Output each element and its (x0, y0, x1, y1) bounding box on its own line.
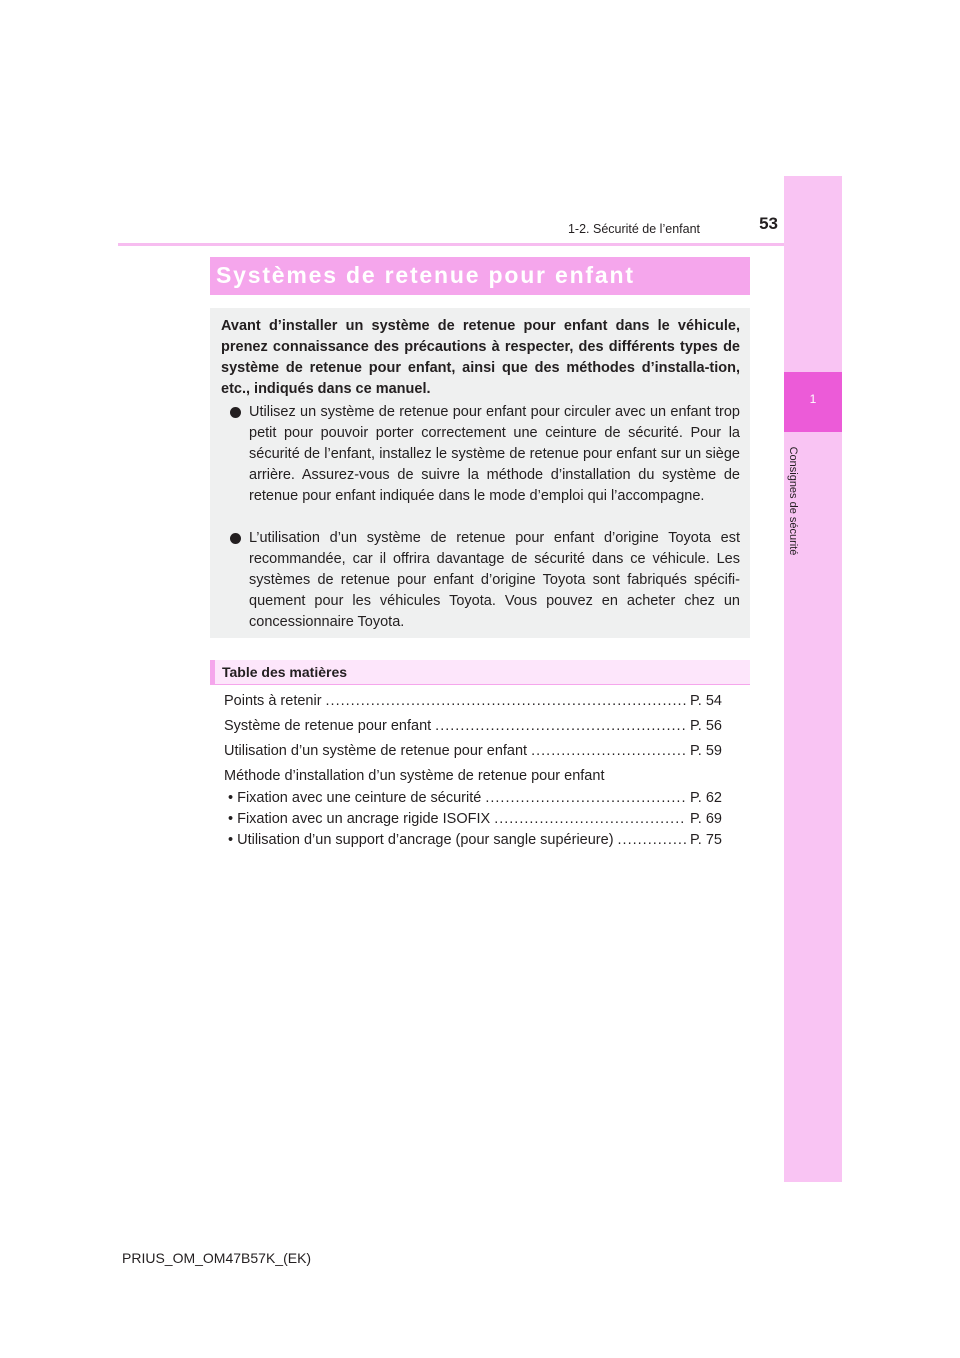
toc-entry[interactable] (224, 716, 722, 736)
toc-entry-page[interactable]: P. 69 (690, 811, 722, 827)
toc-entry-label: • Fixation avec un ancrage rigide ISOFIX (228, 811, 491, 827)
intro-bullet (230, 528, 740, 633)
toc-entry-label: Points à retenir (224, 693, 322, 709)
toc-leader-dots (494, 809, 686, 829)
toc-leader-dots (618, 830, 686, 850)
bullet-text: L’utilisation d’un système de retenue pour enfant d’origine Toyota est recommandée, car il offrira davantage de sécurité dans ce véhicule. Les systèmes de retenue pour enfant d’origine Toyota sont fabriqués spécifi-quement pour les véhicules Toyota. Vous pouvez en acheter chez un concessionnaire Toyota. (249, 530, 740, 630)
bullet-dot-icon (230, 533, 241, 544)
page-number: 53 (759, 214, 778, 233)
page-title: Systèmes de retenue pour enfant (216, 262, 635, 288)
header-rule (118, 243, 842, 246)
section-reference: 1-2. Sécurité de l’enfant (567, 222, 700, 236)
intro-bullet (230, 402, 740, 507)
bullet-dot-icon (230, 407, 241, 418)
bullet-text: Utilisez un système de retenue pour enfant pour circuler avec un enfant trop petit pour pouvoir porter correctement une ceinture de sécurité. Pour la sécurité de l’enfant, installez le système de retenue pour enfant sur un siège arrière. Assurez-vous de suivre la méthode d’installation du système de retenue pour enfant indiquée dans le mode d’emploi qui l’accompagne. (249, 404, 740, 504)
toc-leader-dots (435, 716, 686, 736)
toc-leader-dots (531, 741, 686, 761)
toc-entry-page[interactable]: P. 75 (690, 832, 722, 848)
toc-entry-page[interactable]: P. 56 (690, 718, 722, 734)
toc-group-heading: Méthode d’installation d’un système de retenue pour enfant (224, 768, 605, 784)
toc-entry-label: • Fixation avec une ceinture de sécurité (228, 790, 482, 806)
toc-entry-label: • Utilisation d’un support d’ancrage (pour sangle supérieure) (228, 832, 614, 848)
chapter-title: Consignes de sécurité (787, 446, 799, 556)
toc-entry-label: Système de retenue pour enfant (224, 718, 432, 734)
toc-subentry[interactable] (228, 809, 722, 829)
toc-leader-dots (326, 691, 686, 711)
toc-subentry[interactable] (228, 788, 722, 808)
toc-entry-page[interactable]: P. 59 (690, 743, 722, 759)
chapter-number: 1 (809, 392, 817, 406)
toc-entry[interactable] (224, 741, 722, 761)
chapter-side-tab (784, 176, 842, 1182)
toc-entry[interactable] (224, 691, 722, 711)
toc-leader-dots (485, 788, 686, 808)
document-code: PRIUS_OM_OM47B57K_(EK) (122, 1250, 312, 1266)
toc-header-accent (210, 660, 215, 684)
toc-header-rule (210, 684, 750, 685)
toc-entry-page[interactable]: P. 54 (690, 693, 722, 709)
toc-entry-page[interactable]: P. 62 (690, 790, 722, 806)
intro-lead-text: Avant d’installer un système de retenue pour enfant dans le véhicule, prenez connaissance des précautions à respecter, des différents types de système de retenue pour enfant, ainsi que des méthodes d’installa-tion, etc., indiqués dans ce manuel. (221, 318, 740, 397)
toc-subentry[interactable] (228, 830, 722, 850)
toc-title: Table des matières (222, 664, 348, 680)
toc-entry-label: Utilisation d’un système de retenue pour enfant (224, 743, 528, 759)
